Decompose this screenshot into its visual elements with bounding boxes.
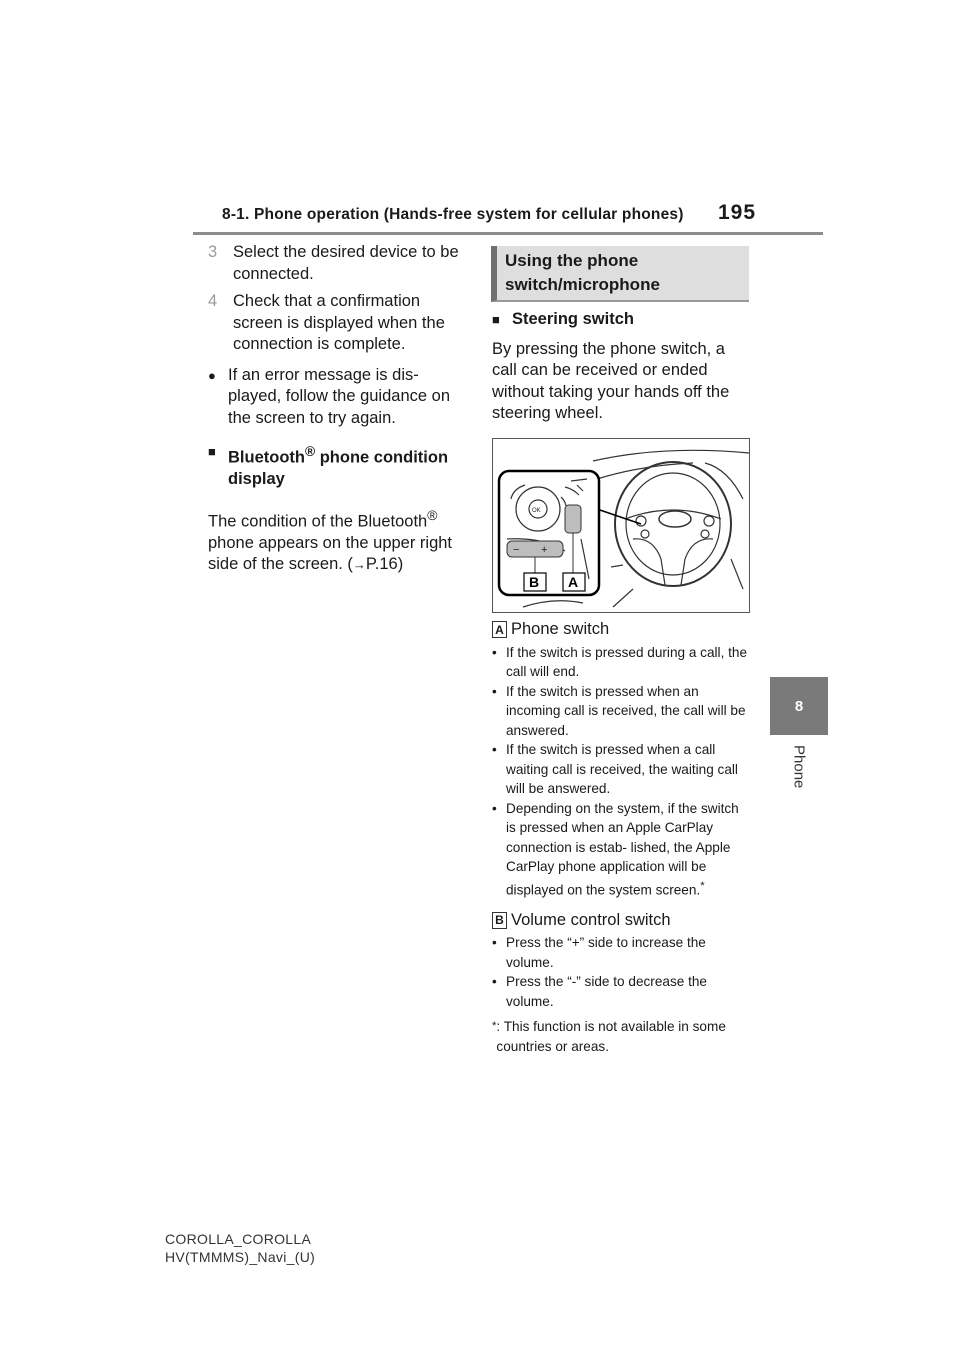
item-b-title: Volume control switch	[511, 910, 671, 929]
footer-line-1: COROLLA_COROLLA	[165, 1231, 312, 1247]
figure-label-a: A	[568, 574, 579, 590]
list-item: • Depending on the system, if the switch is pressed when an Apple CarPlay connection is estab- lished, the Apple CarPlay phone application will be displayed on the system screen.*	[492, 800, 739, 898]
chapter-number: 8	[794, 697, 804, 715]
list-item: • Press the “-” side to decrease the volume.	[492, 974, 707, 1009]
step-text: Select the desired device to be connected.	[233, 243, 459, 283]
chapter-header-title: 8-1. Phone operation (Hands-free system for cellular phones)	[222, 206, 684, 223]
svg-text:OK: OK	[532, 508, 541, 514]
section-title: Using the phone switch/microphone	[491, 246, 749, 302]
document-footer	[165, 1230, 315, 1266]
intro-paragraph: By pressing the phone switch, a call can be received or ended without taking your hands off the steering wheel.	[492, 339, 730, 422]
step-3	[208, 242, 470, 285]
page-number: 195	[718, 201, 757, 224]
switch-descriptions	[492, 619, 748, 1056]
footnote: * : This function is not available in some countries or areas.	[492, 1019, 726, 1054]
step-4	[208, 291, 470, 356]
bluetooth-subheading	[208, 441, 470, 491]
steering-switch-illustration	[492, 438, 750, 613]
header-rule	[193, 232, 823, 235]
item-a-title: Phone switch	[511, 620, 610, 638]
item-a-bullets	[492, 643, 748, 900]
figure-label-b: B	[529, 574, 540, 590]
page-reference-link[interactable]: P.16)	[365, 555, 404, 573]
label-b-badge: B	[492, 912, 507, 929]
square-bullet-icon: ■	[208, 444, 216, 459]
arrow-right-icon: →	[352, 557, 366, 572]
list-item: • If the switch is pressed during a call, the call will end.	[492, 644, 748, 679]
bluetooth-paragraph: The condition of the Bluetooth® phone appears on the upper right side of the screen. (→P.16)	[208, 507, 453, 573]
list-item: • Press the “+” side to increase the volume.	[492, 935, 706, 970]
bullet-text: If an error message is dis- played, follow the guidance on the screen to try again.	[228, 365, 450, 427]
chapter-label-text: Phone	[790, 745, 808, 789]
steering-wheel-drawing	[493, 439, 749, 612]
chapter-label	[755, 745, 843, 805]
step-text: Check that a confirmation screen is displayed when the connection is complete.	[233, 292, 445, 353]
error-bullet	[208, 365, 470, 430]
item-a-header	[492, 619, 748, 641]
subheading-text: Steering switch	[512, 310, 634, 328]
steering-switch-subheading	[492, 309, 754, 331]
step-number: 3	[208, 243, 218, 261]
left-column	[208, 242, 470, 576]
list-item: • If the switch is pressed when a call waiting call is received, the waiting call will be answered.	[492, 742, 738, 796]
right-column-intro	[492, 309, 754, 425]
label-a-badge: A	[492, 621, 507, 638]
svg-text:−: −	[513, 544, 520, 556]
item-b-header	[492, 910, 748, 932]
svg-text:+: +	[541, 544, 548, 556]
step-number: 4	[208, 292, 218, 310]
bullet-dot-icon: ●	[208, 367, 216, 383]
item-b-bullets	[492, 933, 748, 1011]
footer-line-2: HV(TMMMS)_Navi_(U)	[165, 1249, 316, 1265]
subheading-text: Bluetooth® phone condition display	[228, 444, 449, 488]
list-item: • If the switch is pressed when an incoming call is received, the call will be answered.	[492, 683, 746, 738]
square-bullet-icon: ■	[492, 312, 500, 327]
chapter-tab	[770, 677, 828, 735]
